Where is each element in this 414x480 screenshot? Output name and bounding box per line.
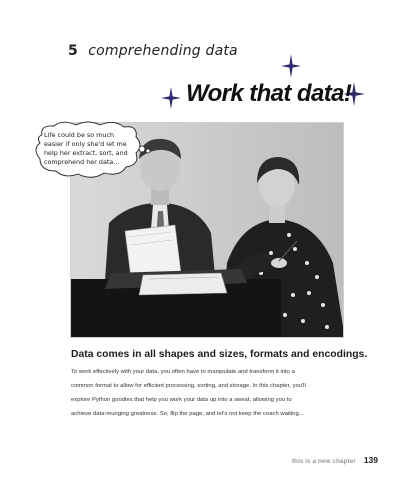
sparkle-icon [161,87,181,109]
chapter-heading [68,43,238,59]
thought-line: Life could be so much [44,131,115,139]
thought-line: help her extract, sort, and [44,149,128,157]
sparkle-icon [281,54,301,78]
chapter-number: 5 [68,43,78,59]
thought-line: comprehend her data... [44,158,120,166]
body-line: common format to allow for efficient processing, sorting, and storage. In this chapter, you'll [71,383,306,389]
page-footer [292,455,378,465]
page-number: 139 [363,455,378,465]
thought-bubble [32,121,140,181]
lead-paragraph: Data comes in all shapes and sizes, formats and encodings. [71,349,368,360]
footer-tag: this is a new chapter [291,458,356,465]
chapter-title: Work that data! [186,80,352,107]
thought-bubble-text [44,131,134,167]
intro-paragraph [71,365,356,421]
thought-line: easier if only she'd let me [44,140,127,148]
chapter-name: comprehending data [88,43,238,59]
body-line: To work effectively with your data, you often have to manipulate and transform it into a [71,369,295,375]
body-line: explore Python goodies that help you work your data up into a sweat, allowing you to [71,397,292,403]
body-line: achieve data-munging greatness. So, flip the page, and let's not keep the coach waiting... [71,411,304,417]
